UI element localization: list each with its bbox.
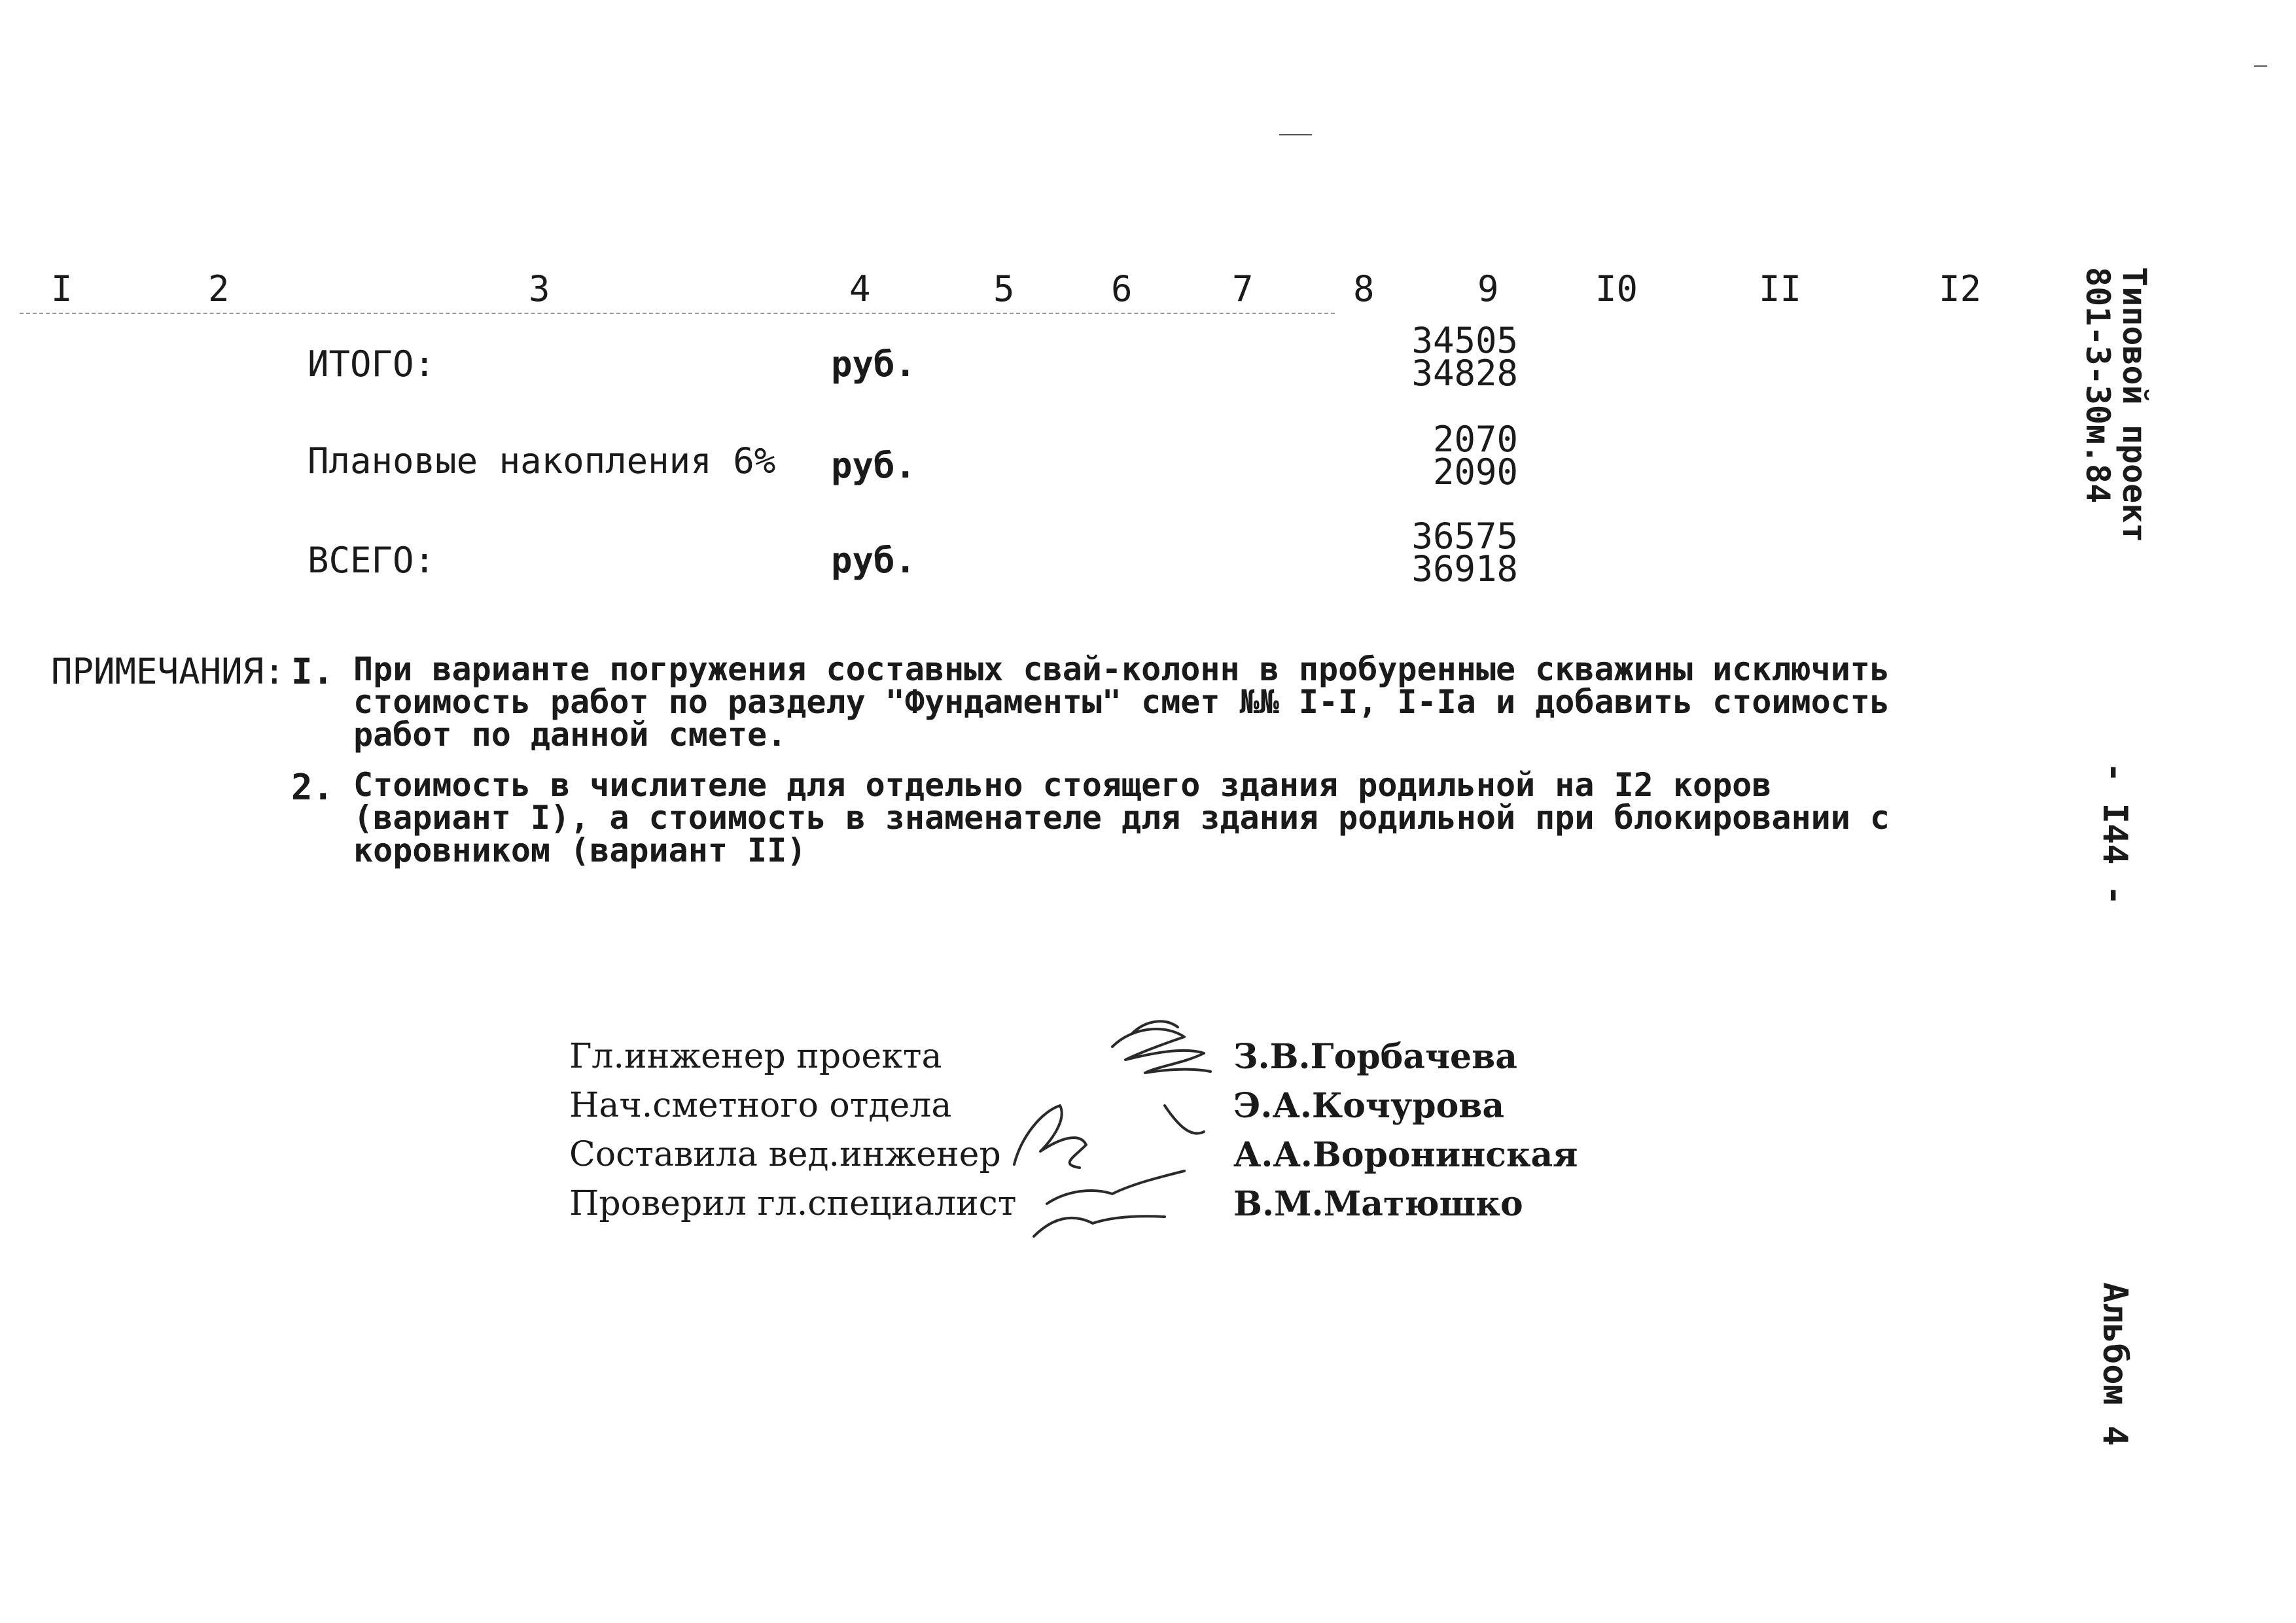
signature-role: Нач.сметного отдела [569, 1086, 952, 1125]
signature-role: Составила вед.инженер [569, 1135, 1001, 1174]
signature-name: А.А.Воронинская [1233, 1135, 1578, 1175]
signature-name: З.В.Горбачева [1233, 1037, 1517, 1077]
signature-name: Э.А.Кочурова [1233, 1086, 1505, 1126]
notes-heading: ПРИМЕЧАНИЯ: [51, 651, 285, 692]
row-label: ВСЕГО: [308, 540, 436, 581]
row-unit: руб. [831, 445, 917, 486]
column-number: I [51, 268, 73, 309]
row-label: ИТОГО: [308, 343, 436, 385]
note-line: При варианте погружения составных свай-колонн в пробуренные скважины исключить [353, 650, 1890, 688]
note-line: коровником (вариант II) [353, 831, 807, 869]
note-number: 2. [291, 767, 334, 808]
value-denominator: 2090 [1432, 451, 1518, 493]
scan-mark [1279, 134, 1312, 135]
column-number: 8 [1353, 268, 1375, 309]
column-number: 3 [529, 268, 550, 309]
signature-role: Гл.инженер проекта [569, 1037, 942, 1076]
signature-role: Проверил гл.специалист [569, 1184, 1017, 1223]
column-number: 5 [993, 268, 1015, 309]
row-unit: руб. [831, 343, 917, 385]
column-number: 7 [1232, 268, 1254, 309]
value-numerator: 36575 [1411, 515, 1518, 557]
page-number: - I44 - [2095, 762, 2134, 906]
project-title: Типовой проект [2115, 267, 2153, 543]
value-denominator: 34828 [1411, 353, 1518, 394]
note-line: (вариант I), а стоимость в знаменателе для здания родильной при блокировании с [353, 799, 1890, 837]
note-line: стоимость работ по разделу "Фундаменты" смет №№ I-I, I-Ia и добавить стоимость [353, 683, 1890, 721]
note-line: работ по данной смете. [353, 716, 787, 754]
column-number: 2 [208, 268, 230, 309]
column-number: I0 [1595, 268, 1638, 309]
note-line: Стоимость в числителе для отдельно стоящего здания родильной на I2 коров [353, 766, 1772, 804]
column-number: 9 [1477, 268, 1499, 309]
project-stamp [2079, 267, 2153, 542]
signature-name: В.М.Матюшко [1233, 1184, 1523, 1224]
column-number: 6 [1111, 268, 1133, 309]
note-number: I. [291, 651, 334, 692]
handwritten-signatures [968, 1007, 1243, 1243]
row-unit: руб. [831, 540, 917, 581]
project-number: 801-3-30м.84 [2079, 267, 2117, 504]
value-numerator: 2070 [1432, 419, 1518, 460]
row-label: Плановые накопления 6% [308, 440, 776, 481]
value-denominator: 36918 [1411, 548, 1518, 589]
column-number: II [1759, 268, 1802, 309]
value-numerator: 34505 [1411, 320, 1518, 361]
album-label: Альбом 4 [2095, 1282, 2134, 1446]
column-number: I2 [1939, 268, 1982, 309]
column-number: 4 [849, 268, 871, 309]
scan-mark [2254, 65, 2267, 67]
header-divider [20, 313, 1335, 314]
